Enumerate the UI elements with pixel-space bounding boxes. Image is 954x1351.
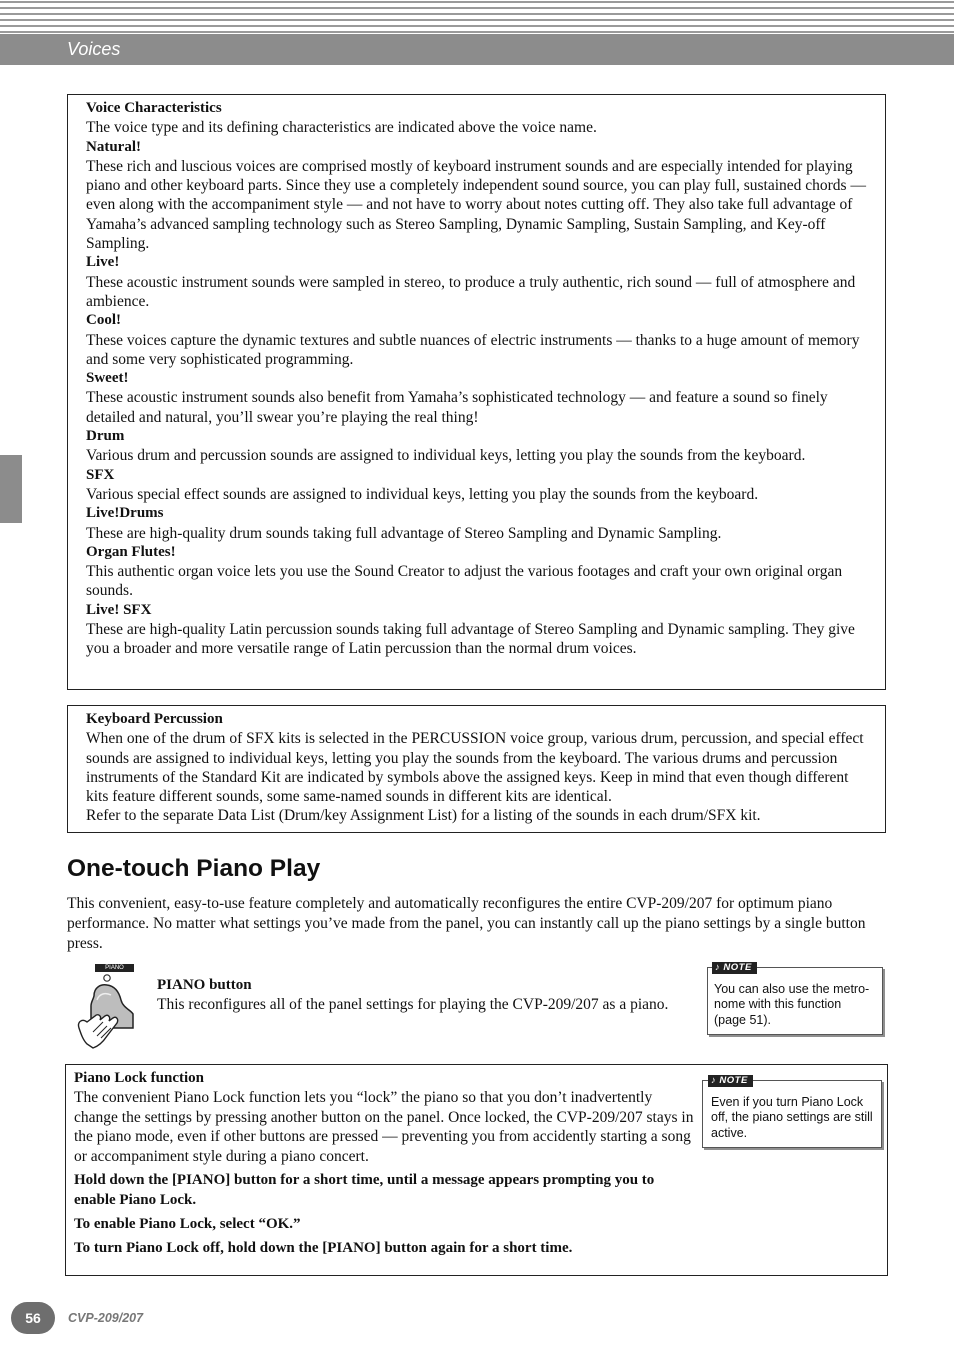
keyboard-percussion-refer: Refer to the separate Data List (Drum/key Assignment List) for a listing of the sounds in each drum/SFX kit.	[86, 807, 761, 825]
keyboard-percussion-box	[67, 705, 886, 833]
voice-type-name: Live!Drums	[86, 505, 164, 522]
note-tag-label: NOTE	[719, 1075, 748, 1086]
one-touch-intro: This convenient, easy-to-use feature completely and automatically reconfigures the entire CVP-209/207 for optimum piano performance. No matter what settings you’ve made from the panel, you can instantly call up the piano settings by a single button press.	[67, 895, 866, 952]
note-tag-label: NOTE	[723, 962, 752, 973]
note-text: You can also use the metro-nome with this function (page 51).	[714, 982, 870, 1027]
note-text: Even if you turn Piano Lock off, the piano settings are still active.	[711, 1095, 873, 1140]
voice-type-text: Various special effect sounds are assigned to individual keys, letting you play the sounds from the keyboard.	[86, 485, 759, 503]
keyboard-percussion-title: Keyboard Percussion	[86, 711, 223, 727]
voice-type-name: Live! SFX	[86, 601, 152, 618]
voice-type-name: SFX	[86, 466, 115, 483]
voice-type-name: Natural!	[86, 138, 141, 155]
voice-type-text: These voices capture the dynamic textures and subtle nuances of electric instruments — thanks to a huge amount of memory and some very sophisticated programming.	[86, 331, 860, 368]
voice-type-text: These acoustic instrument sounds were sampled in stereo, to produce a truly authentic, rich sound — full of atmosphere and ambience.	[86, 273, 856, 310]
voice-characteristics-intro: The voice type and its defining characteristics are indicated above the voice name.	[86, 119, 597, 137]
voice-type-text: These are high-quality drum sounds taking full advantage of Stereo Sampling and Dynamic Sampling.	[86, 524, 722, 542]
voice-type-name: Live!	[86, 254, 120, 271]
piano-button-press-icon	[73, 970, 141, 1054]
page-number: 56	[11, 1302, 55, 1334]
voice-type-name: Sweet!	[86, 370, 129, 387]
piano-lock-step-3: To turn Piano Lock off, hold down the [PIANO] button again for a short time.	[74, 1240, 573, 1256]
piano-lock-title: Piano Lock function	[74, 1070, 205, 1086]
piano-panel-label: PIANO	[95, 964, 134, 972]
section-header-title: Voices	[67, 39, 121, 59]
piano-button-title: PIANO button	[157, 977, 252, 993]
header-bar	[0, 34, 954, 65]
header-decoration	[0, 0, 954, 34]
voice-type-text: This authentic organ voice lets you use the Sound Creator to adjust the various footages and craft your own original organ sounds.	[86, 563, 843, 600]
piano-lock-step-2: To enable Piano Lock, select “OK.”	[74, 1216, 301, 1232]
voice-type-text: These are high-quality Latin percussion sounds taking full advantage of Stereo Sampling and Dynamic sampling. They give you a broader and more versatile range of Latin percussion than the normal drum voices.	[86, 621, 855, 658]
note-box-metronome	[707, 967, 883, 1035]
chapter-tab	[0, 455, 22, 523]
voice-type-name: Organ Flutes!	[86, 543, 176, 560]
voice-type-name: Drum	[86, 428, 125, 445]
note-icon: ♪ NOTE	[712, 962, 757, 974]
note-icon: ♪ NOTE	[708, 1075, 753, 1087]
voice-characteristics-title: Voice Characteristics	[86, 100, 222, 116]
model-name: CVP-209/207	[68, 1311, 144, 1325]
voice-type-text: Various drum and percussion sounds are assigned to individual keys, letting you play the sounds from the keyboard.	[86, 447, 806, 465]
note-box-piano-lock	[702, 1080, 882, 1148]
piano-lock-body: The convenient Piano Lock function lets you “lock” the piano so that you don’t inadvertently change the settings by pressing another button on the panel. Once locked, the CVP-209/207 stays in the piano mode, even if other buttons are pressed — preventing you from accidently starting a song or accompaniment style during a piano concert.	[74, 1089, 694, 1165]
voice-type-text: These acoustic instrument sounds also benefit from Yamaha’s sophisticated technology — and feature a sound so finely detailed and natural, you’ll swear you’re playing the real thing!	[86, 389, 828, 426]
keyboard-percussion-text: When one of the drum of SFX kits is selected in the PERCUSSION voice group, various drum, percussion, and special effect sounds are assigned to individual keys, letting you play the sounds from the keyboard. The various drums and percussion instruments of the Standard Kit are indicated by symbols above the assigned keys. Keep in mind that even though different kits feature different sounds, some same-named sounds in different kits are identical.	[86, 730, 864, 806]
piano-lock-step-1: Hold down the [PIANO] button for a short time, until a message appears prompting you to enable Piano Lock.	[74, 1172, 655, 1208]
page-title: One-touch Piano Play	[67, 855, 321, 882]
voice-characteristics-box	[67, 94, 886, 690]
voice-type-text: These rich and luscious voices are comprised mostly of keyboard instrument sounds and are especially intended for playing piano and other keyboard parts. Since they use a completely independent sound source, you can play full, sustained chords — even along with the accompaniment style — and not have to worry about notes cutting off. They also take full advantage of Yamaha’s advanced sampling technology such as Stereo Sampling, Dynamic Sampling, Sustain Sampling, and Key-off Sampling.	[86, 157, 866, 253]
piano-button-description: This reconfigures all of the panel settings for playing the CVP-209/207 as a piano.	[157, 996, 669, 1013]
voice-type-name: Cool!	[86, 312, 121, 329]
